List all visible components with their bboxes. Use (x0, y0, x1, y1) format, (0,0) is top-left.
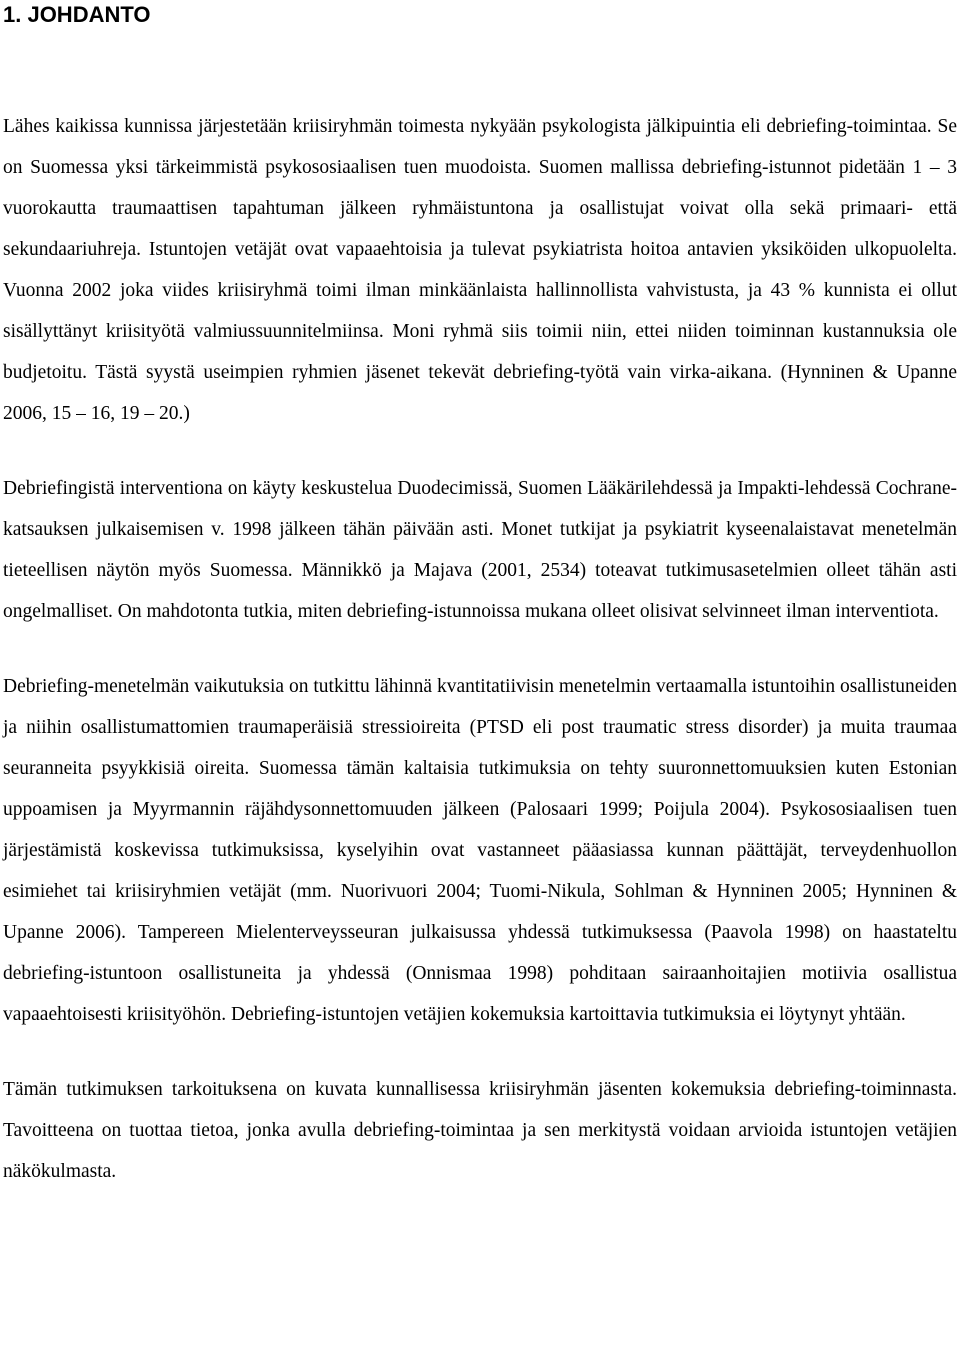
chapter-heading: 1. JOHDANTO (3, 2, 151, 27)
paragraph-study-purpose: Tämän tutkimuksen tarkoituksena on kuvata kunnallisessa kriisiryhmän jäsenten kokemuksia debriefing-toiminnasta. Tavoitteena on tuottaa tietoa, jonka avulla debriefing-toimintaa ja sen merkitystä voidaan arvioida istuntojen vetäjien näkökulmasta. (3, 1079, 957, 1182)
paragraph-debriefing-discussion: Debriefingistä interventiona on käyty keskustelua Duodecimissä, Suomen Lääkärilehdessä ja Impakti-lehdessä Cochrane-katsauksen julkaisemisen v. 1998 jälkeen tähän päivään asti. Monet tutkijat ja psykiatrit kyseenalaistavat menetelmän tieteellisen näytön myös Suomessa. Männikkö ja Majava (2001, 2534) toteavat tutkimusasetelmien olleet tähän asti ongelmalliset. On mahdotonta tutkia, miten debriefing-istunnoissa mukana olleet olisivat selvinneet ilman interventiota. (3, 478, 957, 622)
paragraph-research-methods: Debriefing-menetelmän vaikutuksia on tutkittu lähinnä kvantitatiivisin menetelmin vertaamalla istuntoihin osallistuneiden ja niihin osallistumattomien traumaperäisiä stressioireita (PTSD eli post traumatic stress disorder) ja muita traumaa seuranneita psyykkisiä oireita. Suomessa tämän kaltaisia tutkimuksia on tehty suuronnettomuuksien kuten Estonian uppoamisen ja Myyrmannin räjähdysonnettomuuden jälkeen (Palosaari 1999; Poijula 2004). Psykososiaalisen tuen järjestämistä koskevissa tutkimuksissa, kyselyihin ovat vastanneet pääasiassa kunnan päättäjät, terveydenhuollon esimiehet tai kriisiryhmien vetäjät (mm. Nuorivuori 2004; Tuomi-Nikula, Sohlman & Hynninen 2005; Hynninen & Upanne 2006). Tampereen Mielenterveysseuran julkaisussa yhdessä tutkimuksessa (Paavola 1998) on haastateltu debriefing-istuntoon osallistuneita ja yhdessä (Onnismaa 1998) pohditaan sairaanhoitajien motiivia osallistua vapaaehtoisesti kriisityöhön. Debriefing-istuntojen vetäjien kokemuksia kartoittavia tutkimuksia ei löytynyt yhtään. (3, 676, 957, 1025)
paragraph-crisis-groups: Lähes kaikissa kunnissa järjestetään kriisiryhmän toimesta nykyään psykologista jälkipuintia eli debriefing-toimintaa. Se on Suomessa yksi tärkeimmistä psykososiaalisen tuen muodoista. Suomen mallissa debriefing-istunnot pidetään 1 – 3 vuorokautta traumaattisen tapahtuman jälkeen ryhmäistuntona ja osallistujat voivat olla sekä primaari- että sekundaariuhreja. Istuntojen vetäjät ovat vapaaehtoisia ja tulevat psykiatrista hoitoa antavien yksiköiden ulkopuolelta. Vuonna 2002 joka viides kriisiryhmä toimi ilman minkäänlaista hallinnollista vahvistusta, ja 43 % kunnista ei ollut sisällyttänyt kriisityötä valmiussuunnitelmiinsa. Moni ryhmä siis toimii niin, ettei niiden toiminnan kustannuksia ole budjetoitu. Tästä syystä useimpien ryhmien jäsenet tekevät debriefing-työtä vain virka-aikana. (Hynninen & Upanne 2006, 15 – 16, 19 – 20.) (3, 116, 957, 424)
document-page (3, 0, 957, 1192)
